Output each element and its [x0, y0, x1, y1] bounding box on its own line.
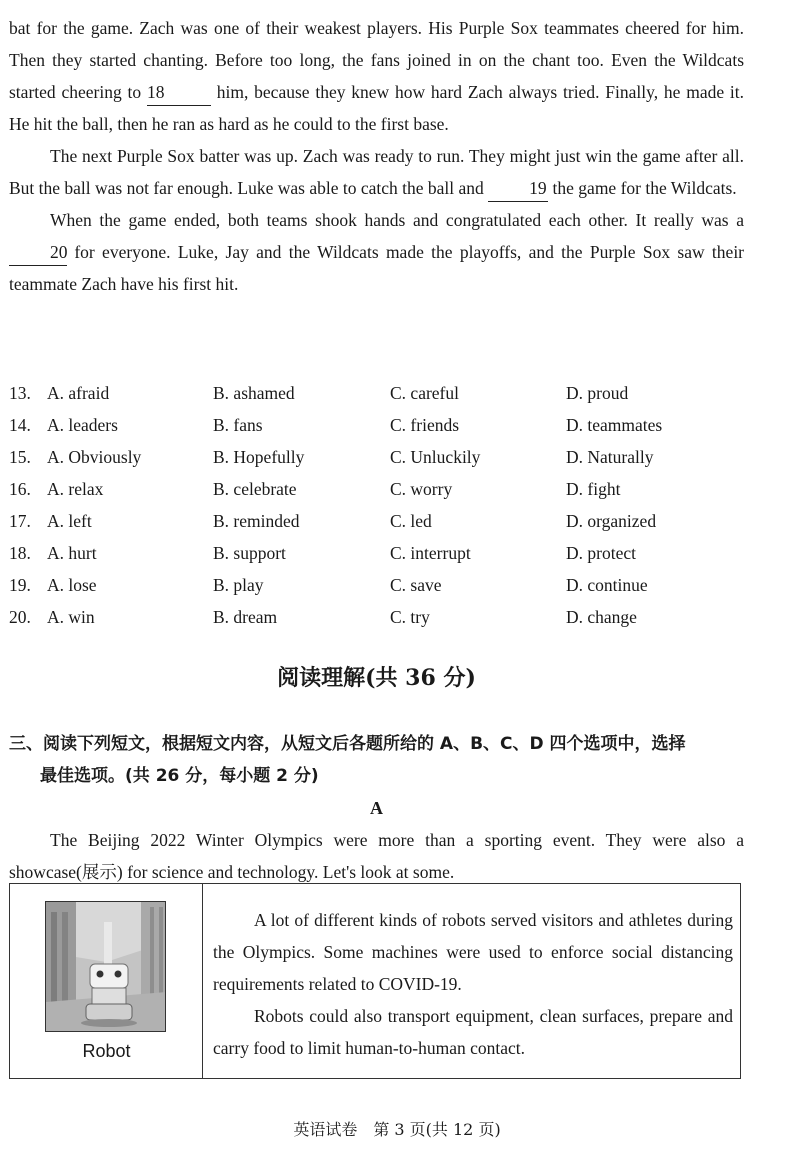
paragraph-text: bat for the game. Zach was one of their weakest players. His Purple Sox teammates cheered for him. Then they started chanting. Before too long, the fans joined in on the chant too. Even the Wildcats started cheering to	[9, 18, 744, 102]
option-c: C. led	[390, 511, 432, 531]
blank-18: 18	[147, 79, 211, 106]
option-d: D. fight	[566, 479, 621, 499]
option-b: B. play	[213, 575, 264, 595]
info-table	[9, 883, 741, 1079]
paragraph-text: When the game ended, both teams shook hands and congratulated each other. It really was a	[50, 210, 744, 230]
option-c: C. Unluckily	[390, 447, 481, 467]
option-d: D. Naturally	[566, 447, 654, 467]
paragraph-text: the game for the Wildcats.	[552, 178, 737, 198]
blank-19: 19	[488, 175, 548, 202]
question-row	[9, 377, 744, 409]
option-a: A. win	[47, 607, 95, 627]
question-number: 18.	[9, 543, 31, 563]
paragraph-text: him, because they knew how hard Zach always tried. Finally, he made it. He hit the ball, then he ran as hard as he could to the first base.	[9, 82, 745, 134]
option-b: B. celebrate	[213, 479, 297, 499]
text-cell	[213, 904, 733, 1064]
option-d: D. continue	[566, 575, 648, 595]
question-number: 20.	[9, 607, 31, 627]
option-c: C. worry	[390, 479, 453, 499]
passage-a-intro: The Beijing 2022 Winter Olympics were more than a sporting event. They were also a showcase(展示) for science and technology. Let's look at some.	[9, 830, 744, 882]
robot-paragraph-1: A lot of different kinds of robots served visitors and athletes during the Olympics. Some machines were used to enforce social distancing requirements related to COVID-19.	[213, 910, 733, 994]
option-b: B. fans	[213, 415, 263, 435]
question-row	[9, 441, 744, 473]
option-d: D. teammates	[566, 415, 663, 435]
section-title: 阅读理解(共 36 分)	[277, 665, 476, 691]
question-number: 19.	[9, 575, 31, 595]
option-a: A. hurt	[47, 543, 97, 563]
paragraph-text: The next Purple Sox batter was up. Zach was ready to run. They might just win the game after all. But the ball was not far enough. Luke was able to catch the ball and	[9, 146, 744, 198]
image-cell	[10, 884, 203, 1078]
question-row	[9, 505, 744, 537]
exam-page	[9, 12, 745, 1061]
question-row	[9, 601, 744, 633]
option-c: C. friends	[390, 415, 460, 435]
robot-photo	[45, 901, 166, 1032]
passage-paragraph-3	[9, 204, 744, 300]
option-b: B. Hopefully	[213, 447, 305, 467]
option-b: B. support	[213, 543, 286, 563]
option-b: B. ashamed	[213, 383, 295, 403]
question-number: 17.	[9, 511, 31, 531]
option-a: A. lose	[47, 575, 97, 595]
instruction-line-2: 最佳选项。(共 26 分，每小题 2 分)	[40, 766, 319, 786]
instruction-line-1: 三、阅读下列短文，根据短文内容，从短文后各题所给的 A、B、C、D 四个选项中，选择	[9, 734, 686, 754]
answer-options	[9, 377, 744, 633]
option-c: C. interrupt	[390, 543, 471, 563]
option-b: B. reminded	[213, 511, 300, 531]
blank-20: 20	[9, 239, 67, 266]
question-number: 16.	[9, 479, 31, 499]
question-row	[9, 409, 744, 441]
question-number: 15.	[9, 447, 31, 467]
option-c: C. try	[390, 607, 430, 627]
question-row	[9, 569, 744, 601]
option-a: A. leaders	[47, 415, 118, 435]
option-a: A. relax	[47, 479, 104, 499]
passage-paragraph-1	[9, 12, 744, 140]
option-a: A. Obviously	[47, 447, 142, 467]
robot-paragraph-2: Robots could also transport equipment, clean surfaces, prepare and carry food to limit human-to-human contact.	[213, 1006, 733, 1058]
robot-photo-illustration	[46, 902, 166, 1032]
page-footer: 英语试卷 第 3 页(共 12 页)	[293, 1120, 501, 1139]
paragraph-text: for everyone. Luke, Jay and the Wildcats made the playoffs, and the Purple Sox saw their teammate Zach have his first hit.	[9, 242, 745, 294]
option-c: C. careful	[390, 383, 459, 403]
option-a: A. afraid	[47, 383, 110, 403]
option-d: D. organized	[566, 511, 657, 531]
option-c: C. save	[390, 575, 442, 595]
passage-paragraph-2	[9, 140, 744, 204]
section-instruction	[9, 728, 744, 792]
question-number: 13.	[9, 383, 31, 403]
option-a: A. left	[47, 511, 92, 531]
question-row	[9, 473, 744, 505]
photo-caption: Robot	[82, 1041, 131, 1061]
option-d: D. proud	[566, 383, 629, 403]
option-b: B. dream	[213, 607, 278, 627]
question-number: 14.	[9, 415, 31, 435]
option-d: D. protect	[566, 543, 636, 563]
question-row	[9, 537, 744, 569]
option-d: D. change	[566, 607, 637, 627]
passage-letter: A	[370, 798, 383, 818]
